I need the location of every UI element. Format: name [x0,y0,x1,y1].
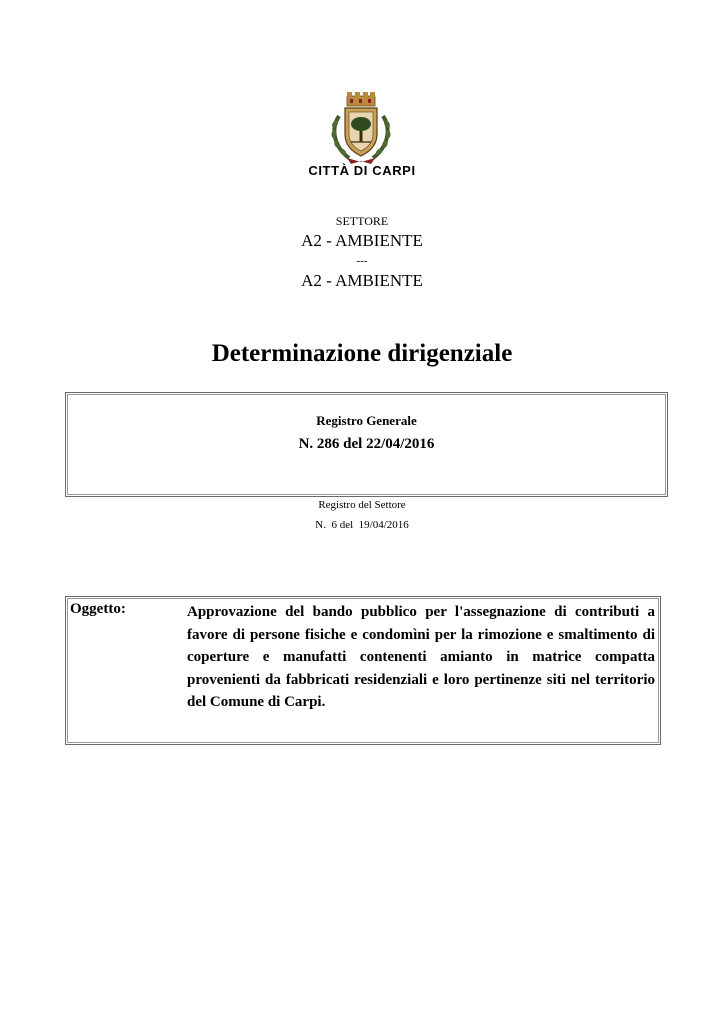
registro-settore-label: Registro del Settore [318,499,406,511]
document-title: Determinazione dirigenziale [211,340,513,367]
settore-sub-name: A2 - AMBIENTE [301,271,423,290]
settore-label: SETTORE [335,214,389,228]
settore-separator: --- [356,255,368,267]
city-name: CITTÀ DI CARPI [308,163,416,178]
city-coat-of-arms-icon [325,88,397,166]
registro-generale-label: Registro Generale [316,413,417,428]
settore-name: A2 - AMBIENTE [301,231,423,250]
registro-settore-number: N. 6 del 19/04/2016 [315,519,409,531]
registro-generale-box [65,392,668,497]
registro-generale-number: N. 286 del 22/04/2016 [298,436,435,452]
oggetto-label: Oggetto: [70,601,126,617]
oggetto-text: Approvazione del bando pubblico per l'assegnazione di contributi a favore di persone fisiche e condomìni per la rimozione e smaltimento di coperture e manufatti contenenti amianto in matrice compatta provenienti da fabbricati residenziali e loro pertinenze siti nel territorio del Comune di Carpi. [187,604,655,710]
oggetto-box [65,596,661,745]
